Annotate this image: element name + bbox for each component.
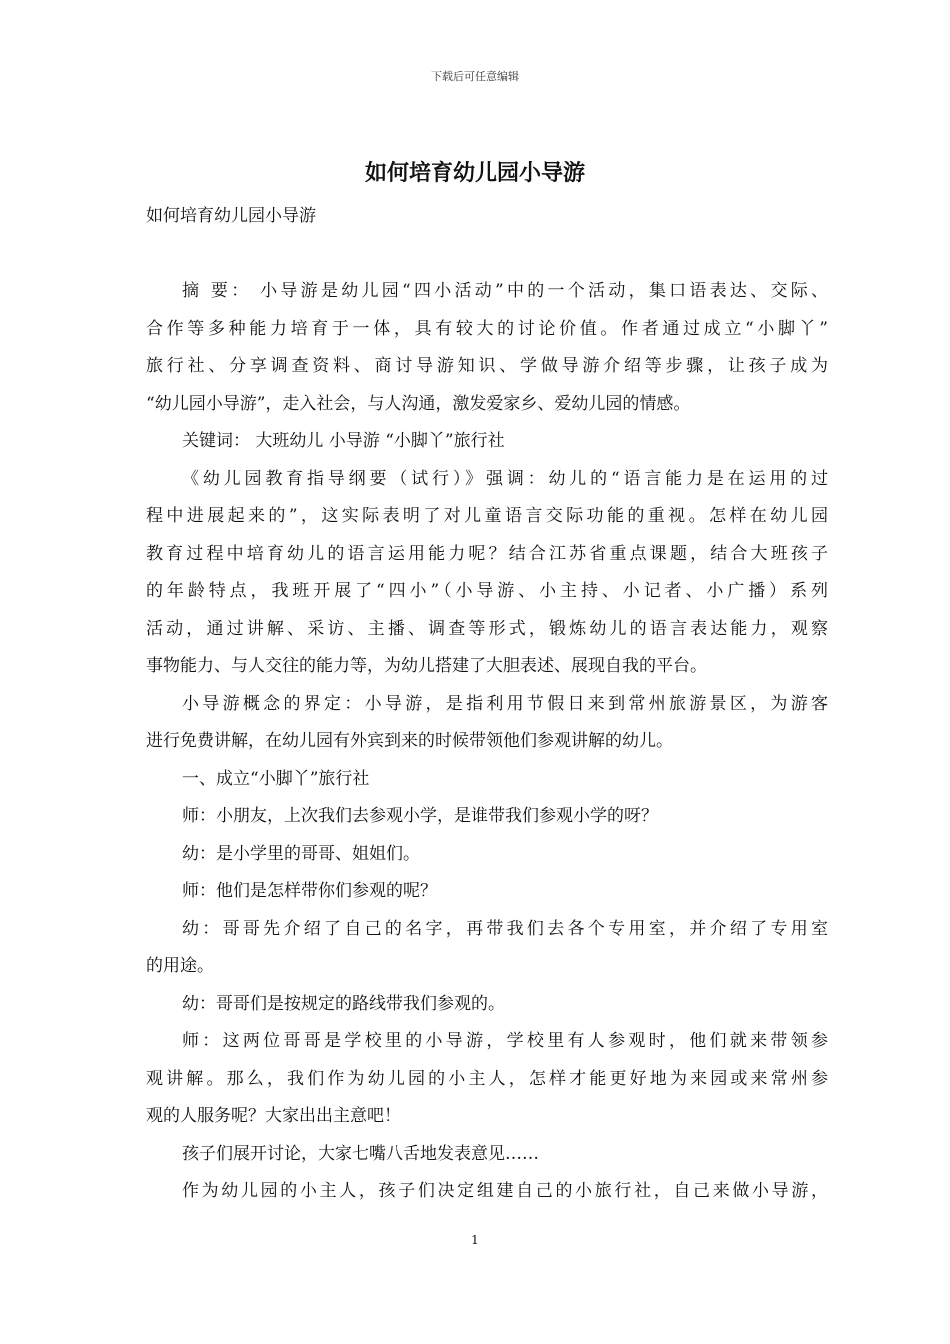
abstract-line: 合作等多种能力培育于一体，具有较大的讨论价值。作者通过成立“小脚丫”	[146, 318, 828, 339]
paragraph-line: 的年龄特点，我班开展了“四小”（小导游、小主持、小记者、小广播）系列	[146, 581, 828, 601]
abstract-line: “幼儿园小导游”，走入社会，与人沟通，激发爱家乡、爱幼儿园的情感。	[146, 393, 691, 414]
header-note: 下载后可任意编辑	[431, 70, 519, 83]
dialogue-line: 幼：哥哥先介绍了自己的名字，再带我们去各个专用室，并介绍了专用室	[182, 918, 828, 939]
dialogue-line: 观讲解。那么，我们作为幼儿园的小主人，怎样才能更好地为来园或来常州参	[146, 1068, 828, 1089]
abstract-line: 摘 要： 小导游是幼儿园“四小活动”中的一个活动，集口语表达、交际、	[182, 281, 828, 301]
paragraph-line: 小导游概念的界定：小导游，是指利用节假日来到常州旅游景区，为游客	[182, 693, 828, 714]
page-number: 1	[471, 1233, 479, 1247]
keywords-line: 关键词： 大班幼儿 小导游 “小脚丫”旅行社	[182, 431, 505, 451]
paragraph-line: 作为幼儿园的小主人，孩子们决定组建自己的小旅行社，自己来做小导游，	[182, 1181, 828, 1201]
paragraph-line: 程中进展起来的”，这实际表明了对儿童语言交际功能的重视。怎样在幼儿园	[146, 506, 828, 526]
paragraph-line: 活动，通过讲解、采访、主播、调查等形式，锻炼幼儿的语言表达能力，观察	[146, 618, 828, 639]
document-subtitle: 如何培育幼儿园小导游	[146, 206, 316, 226]
dialogue-line: 观的人服务呢？大家出出主意吧！	[146, 1106, 401, 1126]
blank-line	[146, 236, 828, 274]
document-body	[146, 198, 828, 1211]
dialogue-line: 幼：哥哥们是按规定的路线带我们参观的。	[182, 993, 505, 1014]
dialogue-line: 师：他们是怎样带你们参观的呢？	[182, 881, 437, 901]
dialogue-line: 师：小朋友，上次我们去参观小学，是谁带我们参观小学的呀？	[182, 806, 658, 826]
dialogue-line: 幼：是小学里的哥哥、姐姐们。	[182, 843, 420, 864]
paragraph-line: 教育过程中培育幼儿的语言运用能力呢？结合江苏省重点课题，结合大班孩子	[146, 543, 828, 564]
paragraph-line: 《幼儿园教育指导纲要（试行）》强调：幼儿的“语言能力是在运用的过	[182, 468, 828, 489]
dialogue-line: 师：这两位哥哥是学校里的小导游，学校里有人参观时，他们就来带领参	[182, 1031, 828, 1051]
section-heading: 一、成立“小脚丫”旅行社	[182, 768, 370, 789]
paragraph-line: 进行免费讲解，在幼儿园有外宾到来的时候带领他们参观讲解的幼儿。	[146, 731, 673, 751]
paragraph-line: 事物能力、与人交往的能力等，为幼儿搭建了大胆表述、展现自我的平台。	[146, 656, 707, 676]
dialogue-line: 的用途。	[146, 956, 214, 976]
abstract-line: 旅行社、分享调查资料、商讨导游知识、学做导游介绍等步骤，让孩子成为	[146, 356, 828, 376]
paragraph-line: 孩子们展开讨论，大家七嘴八舌地发表意见……	[182, 1143, 539, 1164]
document-title: 如何培育幼儿园小导游	[364, 160, 585, 186]
